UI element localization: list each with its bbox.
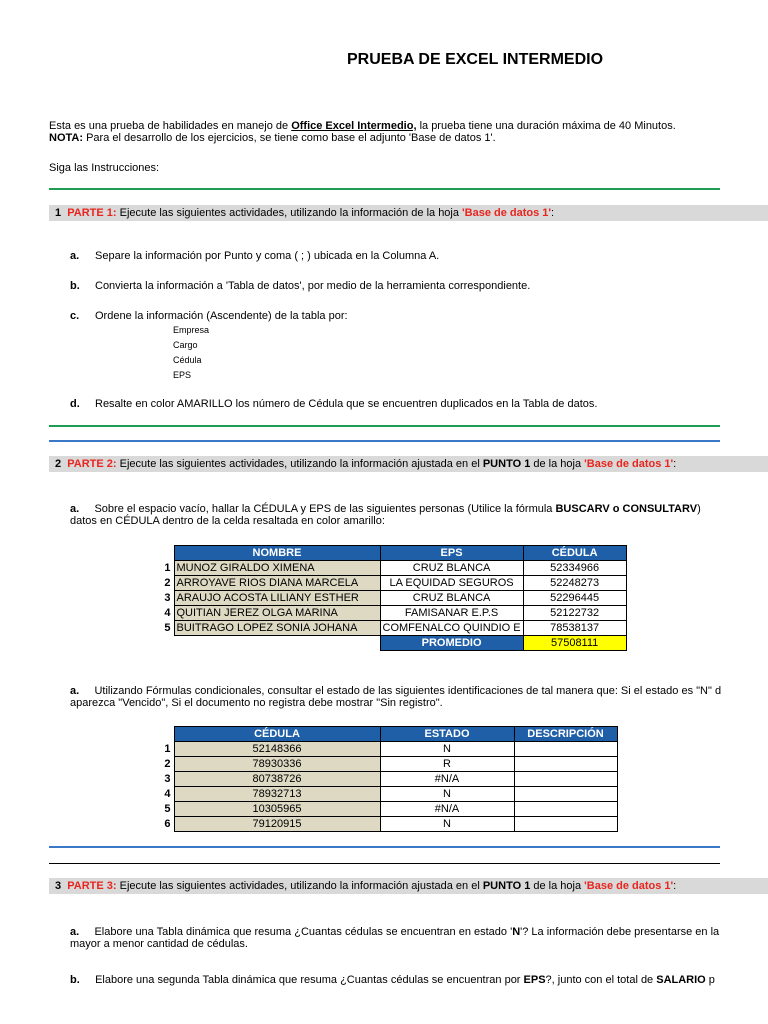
- section-text: de la hoja: [530, 880, 585, 892]
- estado-cell[interactable]: #N/A: [380, 802, 514, 817]
- cedula-cell[interactable]: 79120915: [174, 817, 380, 832]
- sheet-name: 'Base de datos 1': [462, 207, 552, 219]
- section-part-2: [49, 456, 768, 472]
- formula-name: BUSCARV o CONSULTARV: [555, 503, 698, 515]
- estado-cell[interactable]: N: [380, 817, 514, 832]
- instructions-label: Siga las Instrucciones:: [49, 162, 160, 174]
- item-text: Elabore una Tabla dinámica que resuma ¿Cuantas cédulas se encuentran en estado ': [94, 926, 513, 938]
- table-header-row: [146, 727, 617, 742]
- item-letter: c.: [70, 310, 80, 322]
- divider: [49, 440, 720, 442]
- row-index: 5: [164, 803, 171, 815]
- cedula-cell[interactable]: 52122732: [523, 606, 626, 621]
- estado-cell[interactable]: N: [380, 787, 514, 802]
- divider: [49, 425, 720, 427]
- row-index: 1: [164, 743, 171, 755]
- page-title: PRUEBA DE EXCEL INTERMEDIO: [347, 51, 604, 68]
- name-cell[interactable]: MUNOZ GIRALDO XIMENA: [174, 561, 380, 576]
- item-1c: [70, 310, 79, 322]
- item-letter: a.: [70, 926, 80, 938]
- promedio-value[interactable]: 57508111: [523, 636, 626, 651]
- item-1b: [70, 280, 80, 292]
- sheet-name: 'Base de datos 1': [584, 458, 674, 470]
- item-1b-text: Convierta la información a 'Tabla de datos', por medio de la herramienta correspondiente.: [95, 280, 531, 292]
- section-label: PARTE 1:: [67, 207, 117, 219]
- estado-cell[interactable]: N: [380, 742, 514, 757]
- item-text: Utilizando Fórmulas condicionales, consultar el estado de las siguientes identificaciones de tal manera que: Si el estado es "N" d: [94, 685, 722, 697]
- section-text: Ejecute las siguientes actividades, utilizando la información ajustada en el: [116, 880, 483, 892]
- section-label: PARTE 3:: [67, 880, 117, 892]
- column-header: CÉDULA: [523, 546, 626, 561]
- item-1c-text: Ordene la información (Ascendente) de la tabla por:: [95, 310, 348, 322]
- sheet-name: 'Base de datos 1': [584, 880, 674, 892]
- column-header: NOMBRE: [174, 546, 380, 561]
- field-name: SALARIO: [656, 974, 706, 986]
- section-text: Ejecute las siguientes actividades, utilizando la información de la hoja: [116, 207, 463, 219]
- item-text: Elabore una segunda Tabla dinámica que resuma ¿Cuantas cédulas se encuentran por: [95, 974, 524, 986]
- cedula-cell[interactable]: 52248273: [523, 576, 626, 591]
- punto-ref: PUNTO 1: [482, 880, 531, 892]
- table-row: [146, 742, 617, 757]
- promedio-label: PROMEDIO: [380, 636, 523, 651]
- cedula-cell[interactable]: 78930336: [174, 757, 380, 772]
- cedula-cell[interactable]: 52334966: [523, 561, 626, 576]
- status-table: [146, 726, 618, 832]
- item-letter: a.: [70, 250, 80, 262]
- promedio-row: [146, 636, 626, 651]
- note-text: Para el desarrollo de los ejercicios, se tiene como base el adjunto 'Base de datos 1'.: [83, 132, 496, 144]
- intro-line-1: [49, 120, 676, 132]
- name-cell[interactable]: ARAUJO ACOSTA LILIANY ESTHER: [174, 591, 380, 606]
- section-part-3: [49, 878, 768, 894]
- sort-field: Empresa: [173, 325, 210, 335]
- table-row: [146, 817, 617, 832]
- column-header: EPS: [380, 546, 523, 561]
- descripcion-cell[interactable]: [514, 802, 617, 817]
- divider: [49, 846, 720, 848]
- row-index: 4: [164, 607, 171, 619]
- name-cell[interactable]: QUITIAN JEREZ OLGA MARINA: [174, 606, 380, 621]
- row-index: 2: [164, 758, 171, 770]
- column-header: ESTADO: [380, 727, 514, 742]
- cedula-cell[interactable]: 78538137: [523, 621, 626, 636]
- divider: [49, 863, 720, 864]
- intro-highlight: Office Excel Intermedio,: [291, 120, 417, 132]
- sort-field: EPS: [173, 370, 192, 380]
- descripcion-cell[interactable]: [514, 742, 617, 757]
- eps-cell[interactable]: COMFENALCO QUINDIO E: [380, 621, 523, 636]
- eps-cell[interactable]: CRUZ BLANCA: [380, 591, 523, 606]
- descripcion-cell[interactable]: [514, 787, 617, 802]
- table-header-row: [146, 546, 626, 561]
- item-3b: [70, 974, 720, 986]
- row-index: 6: [164, 818, 171, 830]
- cedula-cell[interactable]: 52148366: [174, 742, 380, 757]
- item-2a-line2: datos en CÉDULA dentro de la celda resaltada en color amarillo:: [70, 515, 385, 527]
- section-text: de la hoja: [530, 458, 585, 470]
- section-end: :: [673, 880, 677, 892]
- eps-cell[interactable]: FAMISANAR E.P.S: [380, 606, 523, 621]
- item-letter: a.: [70, 503, 80, 515]
- item-text: '? La información debe presentarse en la: [520, 926, 720, 938]
- cedula-cell[interactable]: 80738726: [174, 772, 380, 787]
- row-index: 4: [164, 788, 171, 800]
- section-end: :: [673, 458, 677, 470]
- table-row: [146, 757, 617, 772]
- cedula-cell[interactable]: 10305965: [174, 802, 380, 817]
- field-name: EPS: [523, 974, 546, 986]
- item-text: Sobre el espacio vacío, hallar la CÉDULA y EPS de las siguientes personas (Utilice la fórmula: [94, 503, 556, 515]
- row-index: 3: [164, 773, 171, 785]
- eps-cell[interactable]: LA EQUIDAD SEGUROS: [380, 576, 523, 591]
- item-1a: [70, 250, 79, 262]
- table-row: [146, 772, 617, 787]
- section-end: :: [551, 207, 555, 219]
- item-letter: b.: [70, 280, 80, 292]
- section-text: Ejecute las siguientes actividades, utilizando la información ajustada en el: [116, 458, 483, 470]
- intro-note: [49, 132, 496, 144]
- item-3a-line2: mayor a menor cantidad de cédulas.: [70, 938, 248, 950]
- estado-cell[interactable]: R: [380, 757, 514, 772]
- section-number: 2: [55, 458, 62, 470]
- item-1a-text: Separe la información por Punto y coma ( ; ) ubicada en la Columna A.: [95, 250, 440, 262]
- column-header: CÉDULA: [174, 727, 380, 742]
- item-2a: [70, 503, 701, 515]
- eps-cell[interactable]: CRUZ BLANCA: [380, 561, 523, 576]
- item-text: ?, junto con el total de: [545, 974, 657, 986]
- status-code: N: [512, 926, 521, 938]
- descripcion-cell[interactable]: [514, 757, 617, 772]
- name-cell[interactable]: ARROYAVE RIOS DIANA MARCELA: [174, 576, 380, 591]
- intro-text: la prueba tiene una duración máxima de 40 Minutos.: [416, 120, 676, 132]
- item-text: p: [705, 974, 715, 986]
- empty-cell: [174, 636, 380, 651]
- divider: [49, 188, 720, 190]
- index-cell: [146, 727, 174, 742]
- sort-field: Cargo: [173, 340, 198, 350]
- row-index: 5: [164, 622, 171, 634]
- section-label: PARTE 2:: [67, 458, 117, 470]
- item-letter: b.: [70, 974, 80, 986]
- row-index: 2: [164, 577, 171, 589]
- section-number: 1: [55, 207, 62, 219]
- descripcion-cell[interactable]: [514, 772, 617, 787]
- descripcion-cell[interactable]: [514, 817, 617, 832]
- section-number: 3: [55, 880, 62, 892]
- item-letter: d.: [70, 398, 80, 410]
- intro-text: Esta es una prueba de habilidades en manejo de: [49, 120, 292, 132]
- table-row: [146, 576, 626, 591]
- item-2b-line2: aparezca "Vencido", Si el documento no registra debe mostrar "Sin registro".: [70, 697, 443, 709]
- row-index: 3: [164, 592, 171, 604]
- row-index: 1: [164, 562, 171, 574]
- item-1d: [70, 398, 80, 410]
- table-row: [146, 802, 617, 817]
- table-row: [146, 561, 626, 576]
- sort-field: Cédula: [173, 355, 202, 365]
- section-part-1: [49, 205, 768, 221]
- item-3a: [70, 926, 720, 938]
- table-row: [146, 621, 626, 636]
- table-row: [146, 787, 617, 802]
- item-letter: a.: [70, 685, 80, 697]
- table-row: [146, 606, 626, 621]
- index-cell: [146, 636, 174, 651]
- item-2b: [70, 685, 721, 697]
- estado-cell[interactable]: #N/A: [380, 772, 514, 787]
- index-cell: [146, 546, 174, 561]
- lookup-table: [146, 545, 627, 651]
- cedula-cell[interactable]: 52296445: [523, 591, 626, 606]
- column-header: DESCRIPCIÓN: [514, 727, 617, 742]
- item-text: ): [697, 503, 701, 515]
- punto-ref: PUNTO 1: [482, 458, 531, 470]
- item-1d-text: Resalte en color AMARILLO los número de Cédula que se encuentren duplicados en la Tabla de datos.: [95, 398, 598, 410]
- cedula-cell[interactable]: 78932713: [174, 787, 380, 802]
- table-row: [146, 591, 626, 606]
- name-cell[interactable]: BUITRAGO LOPEZ SONIA JOHANA: [174, 621, 380, 636]
- note-label: NOTA:: [49, 132, 84, 144]
